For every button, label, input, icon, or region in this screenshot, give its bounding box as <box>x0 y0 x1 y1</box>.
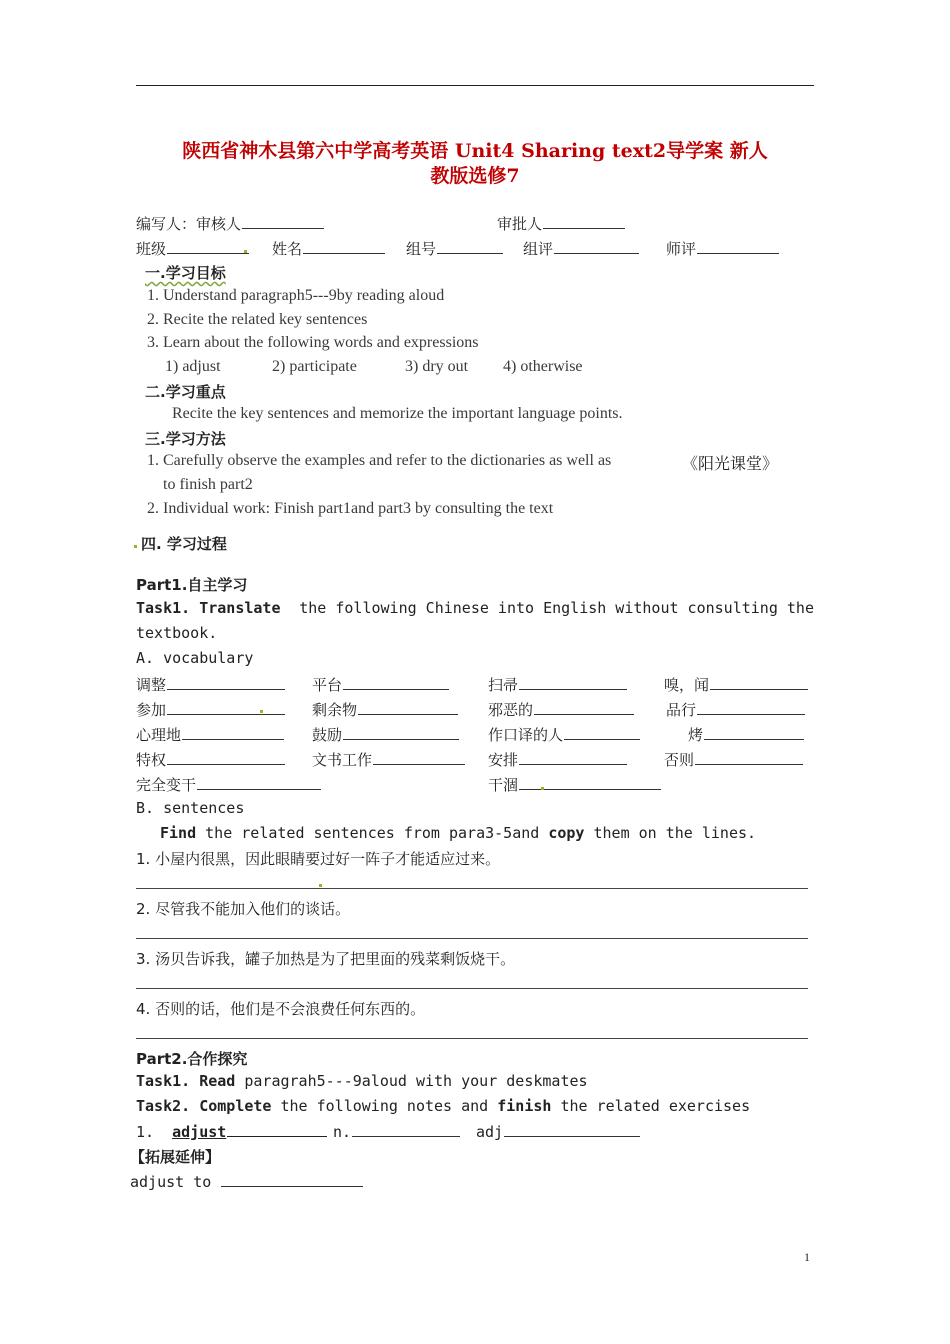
part2-heading: Part2.合作探究 <box>136 1050 248 1068</box>
vocab-item: 烤 <box>688 724 804 745</box>
focus-text: Recite the key sentences and memorize the important language points. <box>172 405 623 422</box>
class-blank[interactable] <box>167 239 249 254</box>
group-eval-field <box>523 238 639 259</box>
vocab-blank[interactable] <box>564 725 640 740</box>
vocab-item: 调整 <box>136 674 285 695</box>
adjust-to-blank[interactable] <box>221 1172 363 1187</box>
task1-text: the following Chinese into English without consulting the <box>299 599 814 617</box>
part1-heading: Part1.自主学习 <box>136 576 248 594</box>
adjust-blank[interactable] <box>227 1122 327 1137</box>
mark-dot <box>319 884 322 887</box>
word-1: 1) adjust <box>165 358 221 375</box>
focus-heading: 二.学习重点 <box>145 383 226 401</box>
process-heading: 四. 学习过程 <box>141 535 227 553</box>
method-1-book: 《阳光课堂》 <box>682 454 779 473</box>
sentence-3: 3. 汤贝告诉我，罐子加热是为了把里面的残菜剩饭烧干。 <box>136 950 516 968</box>
sentence-2: 2. 尽管我不能加入他们的谈话。 <box>136 900 351 918</box>
vocab-item: 平台 <box>312 674 449 695</box>
vocab-item: 特权 <box>136 749 285 770</box>
mark-dot <box>260 710 263 713</box>
author-blank[interactable] <box>242 214 324 229</box>
vocab-item: 否则 <box>664 749 803 770</box>
answer-line-1[interactable] <box>136 888 808 889</box>
objective-2: 2. Recite the related key sentences <box>147 311 368 328</box>
vocab-item: 安排 <box>488 749 627 770</box>
method-1-cont: to finish part2 <box>163 476 253 493</box>
noun-item: n. <box>333 1122 460 1141</box>
answer-line-3[interactable] <box>136 988 808 989</box>
sentence-4: 4. 否则的话，他们是不会浪费任何东西的。 <box>136 1000 426 1018</box>
vocab-blank[interactable] <box>167 750 285 765</box>
vocab-item: 嗅，闻 <box>664 674 808 695</box>
name-field <box>272 238 385 259</box>
word-2: 2) participate <box>272 358 357 375</box>
author-label: 编写人：审核人 <box>136 215 242 233</box>
class-field <box>136 238 249 259</box>
vocab-blank[interactable] <box>343 725 459 740</box>
vocab-item: 鼓励 <box>312 724 459 745</box>
page-number: 1 <box>804 1250 810 1264</box>
mark-dot <box>134 545 137 548</box>
vocab-item: 扫帚 <box>488 674 627 695</box>
word-3: 3) dry out <box>405 358 469 375</box>
method-1: 1. Carefully observe the examples and refer to the dictionaries as well as <box>147 452 612 469</box>
vocab-item: 心理地 <box>136 724 284 745</box>
name-label: 姓名 <box>272 240 303 258</box>
vocab-blank[interactable] <box>373 750 465 765</box>
approver-label: 审批人 <box>497 215 543 233</box>
task1-cont: textbook. <box>136 624 218 642</box>
group-no-blank[interactable] <box>437 239 503 254</box>
objective-1: 1. Understand paragraph5---9by reading aloud <box>147 287 445 304</box>
vocab-heading: A. vocabulary <box>136 649 254 667</box>
group-no-field <box>406 238 503 259</box>
vocab-blank[interactable] <box>697 700 805 715</box>
vocab-blank[interactable] <box>695 750 803 765</box>
vocab-blank[interactable] <box>519 675 627 690</box>
vocab-blank[interactable] <box>534 700 634 715</box>
group-eval-label: 组评 <box>523 240 554 258</box>
objectives-heading: 一.学习目标 <box>145 264 226 282</box>
group-eval-blank[interactable] <box>554 239 639 254</box>
answer-line-4[interactable] <box>136 1038 808 1039</box>
part1-task1 <box>136 599 814 617</box>
vocab-item: 邪恶的 <box>488 699 634 720</box>
vocab-blank[interactable] <box>182 725 284 740</box>
vocab-item: 干涸 <box>488 774 661 795</box>
vocab-blank[interactable] <box>343 675 449 690</box>
teacher-eval-blank[interactable] <box>697 239 779 254</box>
title-line-2: 教版选修7 <box>430 165 520 187</box>
group-no-label: 组号 <box>406 240 437 258</box>
title-line-1: 陕西省神木县第六中学高考英语 Unit4 Sharing text2导学案 新人 <box>182 140 768 162</box>
vocab-item: 剩余物 <box>312 699 458 720</box>
word-4: 4) otherwise <box>503 358 583 375</box>
method-2: 2. Individual work: Finish part1and part3 by consulting the text <box>147 500 554 517</box>
vocab-blank[interactable] <box>197 775 321 790</box>
part2-task2: Task2. Complete the following notes and finish the related exercises <box>136 1097 751 1115</box>
mark-dot <box>541 787 544 790</box>
adjust-item: 1. adjust <box>136 1122 327 1141</box>
vocab-item: 作口译的人 <box>488 724 640 745</box>
extend-heading: 【拓展延伸】 <box>130 1148 221 1166</box>
vocab-blank[interactable] <box>167 675 285 690</box>
sentence-1: 1. 小屋内很黑，因此眼睛要过好一阵子才能适应过来。 <box>136 850 501 868</box>
methods-heading: 三.学习方法 <box>145 430 226 448</box>
vocab-blank[interactable] <box>519 750 627 765</box>
author-field <box>136 213 324 234</box>
answer-line-2[interactable] <box>136 938 808 939</box>
teacher-eval-label: 师评 <box>666 240 697 258</box>
adj-item: adj <box>476 1122 640 1141</box>
class-label: 班级 <box>136 240 167 258</box>
header-rule <box>136 85 814 86</box>
approver-blank[interactable] <box>543 214 625 229</box>
vocab-item: 文书工作 <box>312 749 465 770</box>
objective-3: 3. Learn about the following words and expressions <box>147 334 479 351</box>
vocab-blank[interactable] <box>704 725 804 740</box>
approver-field <box>497 213 625 234</box>
task1-label: Task1. Translate <box>136 599 281 617</box>
part2-task1: Task1. Read paragrah5---9aloud with your deskmates <box>136 1072 588 1090</box>
mark-dot <box>244 250 247 253</box>
noun-blank[interactable] <box>352 1122 460 1137</box>
find-instruction: Find the related sentences from para3-5and copy them on the lines. <box>160 824 757 842</box>
vocab-item: 参加 <box>136 699 285 720</box>
sentences-heading: B. sentences <box>136 799 245 817</box>
vocab-item: 品行 <box>666 699 805 720</box>
vocab-blank[interactable] <box>358 700 458 715</box>
teacher-eval-field <box>666 238 779 259</box>
vocab-blank[interactable] <box>167 700 285 715</box>
vocab-item: 完全变干 <box>136 774 321 795</box>
adjust-to-item: adjust to <box>130 1172 363 1191</box>
name-blank[interactable] <box>303 239 385 254</box>
adj-blank[interactable] <box>504 1122 640 1137</box>
vocab-blank[interactable] <box>710 675 808 690</box>
